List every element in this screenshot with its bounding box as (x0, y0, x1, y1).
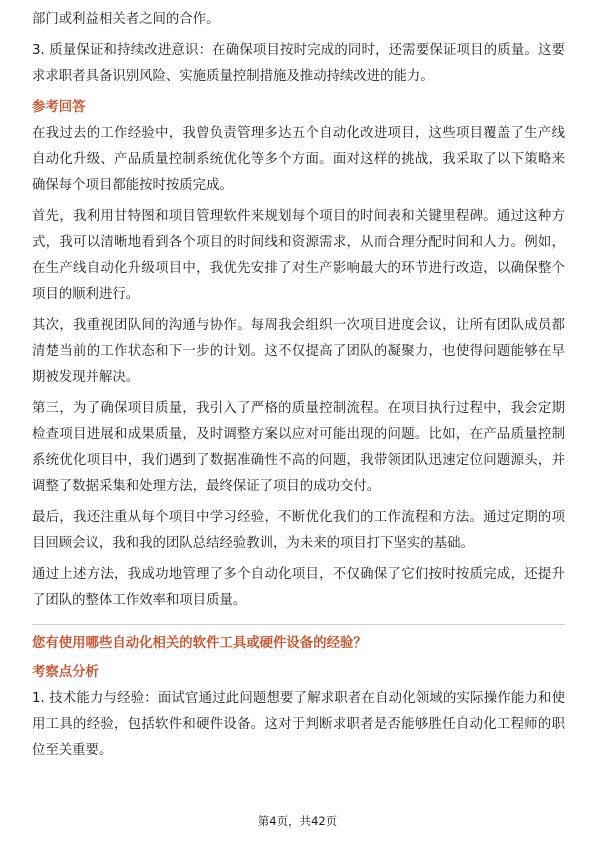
answer-paragraph-conclusion: 通过上述方法，我成功地管理了多个自动化项目，不仅确保了它们按时按质完成，还提升了团队的整体工作效率和项目质量。 (32, 567, 565, 608)
analysis-paragraph: 1. 技术能力与经验：面试官通过此问题想要了解求职者在自动化领域的实际操作能力和使用工具的经验，包括软件和硬件设备。这对于判断求职者是否能够胜任自动化工程师的职位至关重要。 (32, 691, 565, 758)
analysis-heading: 考察点分析 (32, 665, 99, 680)
paragraph-continuation: 部门或利益相关者之间的合作。 (32, 12, 220, 27)
question-title: 您有使用哪些自动化相关的软件工具或硬件设备的经验？ (32, 636, 367, 651)
answer-paragraph-first: 首先，我利用甘特图和项目管理软件来规划每个项目的时间表和关键里程碑。通过这种方式，我可以清晰地看到各个项目的时间线和资源需求，从而合理分配时间和人力。例如，在生产线自动化升级项目中，我优先安排了对生产影响最大的环节进行改造，以确保整个项目的顺利进行。 (32, 209, 565, 302)
paragraph-quality-point: 3. 质量保证和持续改进意识：在确保项目按时完成的同时，还需要保证项目的质量。这要求求职者具备识别风险、实施质量控制措施及推动持续改进的能力。 (32, 43, 565, 84)
page-content (32, 7, 565, 769)
answer-paragraph-second: 其次，我重视团队间的沟通与协作。每周我会组织一次项目进度会议，让所有团队成员都清楚当前的工作状态和下一步的计划。这不仅提高了团队的凝聚力，也使得问题能够在早期被发现并解决。 (32, 318, 565, 385)
answer-paragraph-intro: 在我过去的工作经验中，我曾负责管理多达五个自动化改进项目，这些项目覆盖了生产线自动化升级、产品质量控制系统优化等多个方面。面对这样的挑战，我采取了以下策略来确保每个项目都能按时按质完成。 (32, 126, 565, 193)
reference-answer-heading: 参考回答 (32, 100, 86, 115)
answer-paragraph-third: 第三，为了确保项目质量，我引入了严格的质量控制流程。在项目执行过程中，我会定期检查项目进展和成果质量，及时调整方案以应对可能出现的问题。比如，在产品质量控制系统优化项目中，我们遇到了数据准确性不高的问题，我带领团队迅速定位问题源头，并调整了数据采集和处理方法，最终保证了项目的成功交付。 (32, 401, 565, 494)
section-divider (32, 624, 565, 625)
answer-paragraph-last: 最后，我还注重从每个项目中学习经验，不断优化我们的工作流程和方法。通过定期的项目回顾会议，我和我的团队总结经验教训，为未来的项目打下坚实的基础。 (32, 510, 565, 551)
page-footer: 第4页，共42页 (257, 814, 338, 828)
